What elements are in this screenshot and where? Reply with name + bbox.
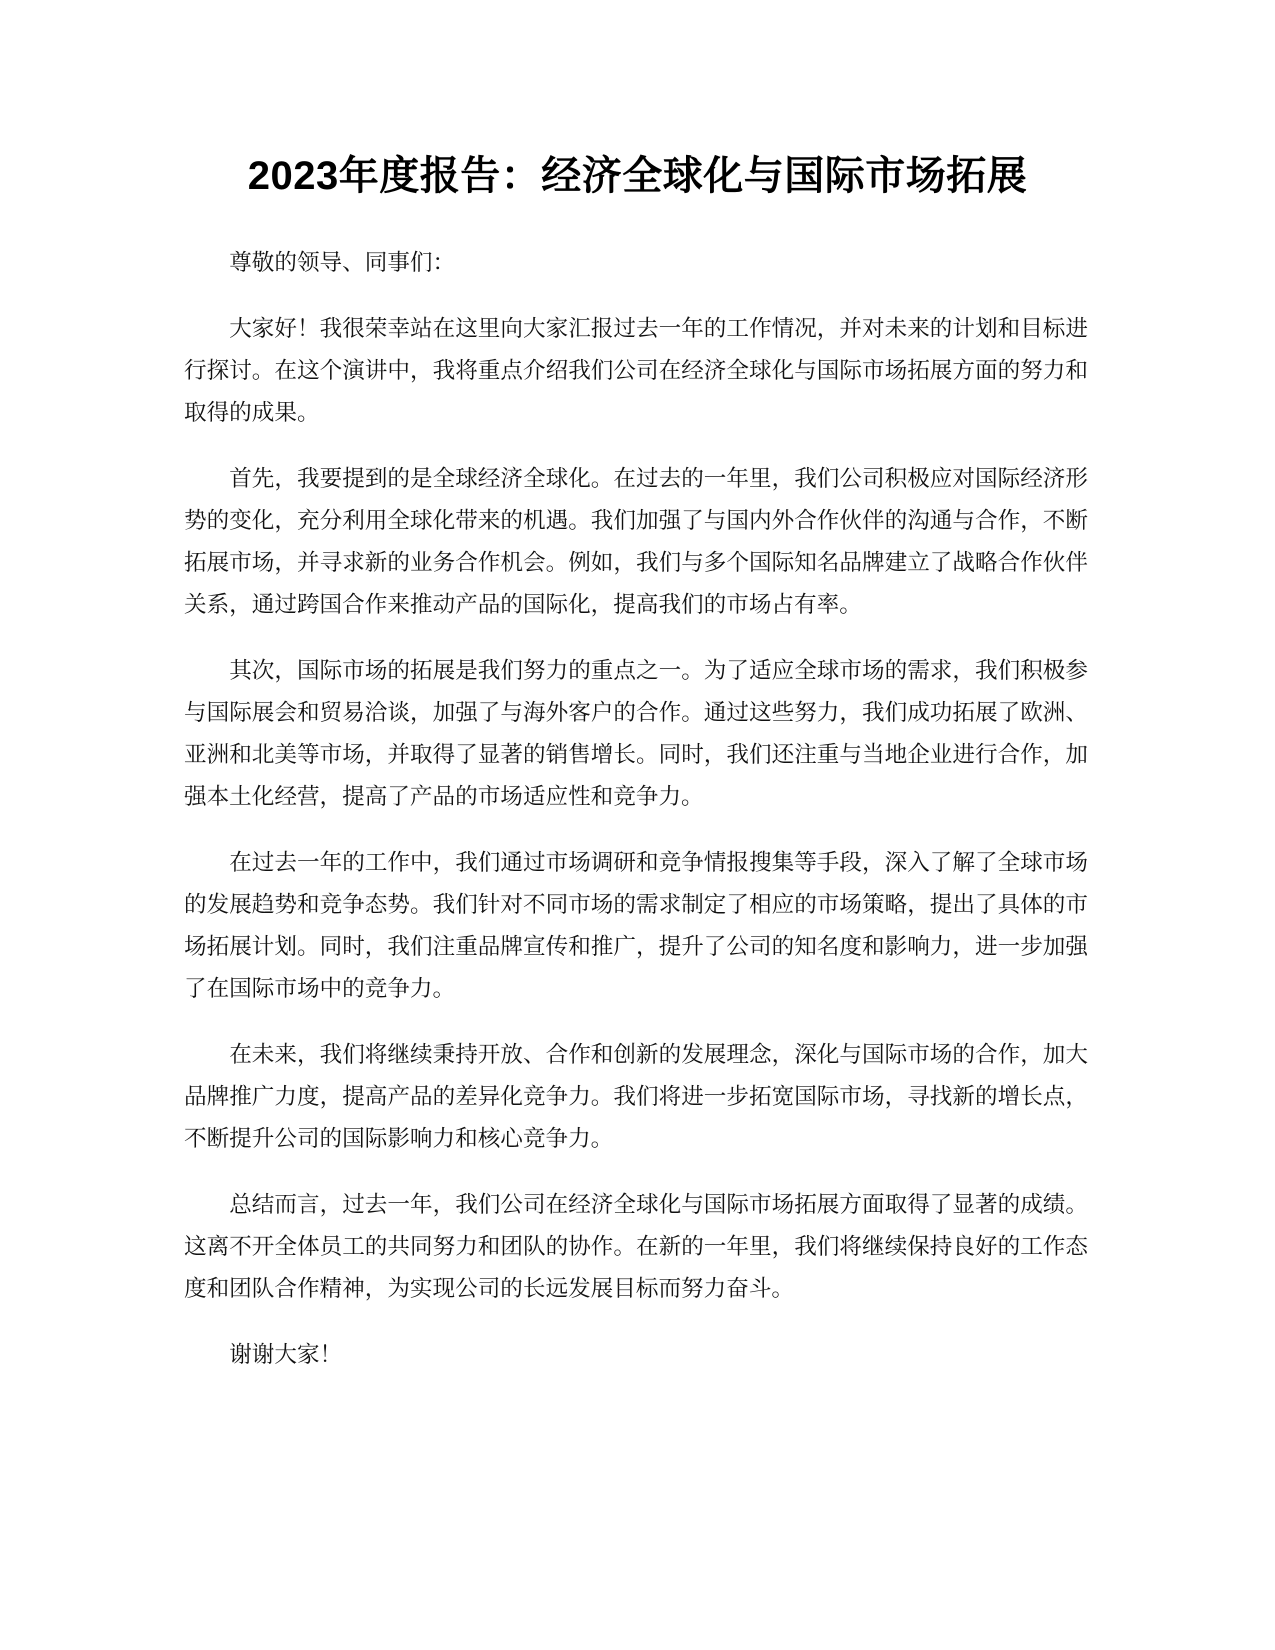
salutation: 尊敬的领导、同事们：: [229, 250, 456, 276]
paragraph-market-expansion: 其次，国际市场的拓展是我们努力的重点之一。为了适应全球市场的需求，我们积极参与国际展会和贸易洽谈，加强了与海外客户的合作。通过这些努力，我们成功拓展了欧洲、亚洲和北美等市场，并取得了显著的销售增长。同时，我们还注重与当地企业进行合作，加强本土化经营，提高了产品的市场适应性和竞争力。: [184, 658, 1088, 810]
document-title: 2023年度报告：经济全球化与国际市场拓展: [247, 154, 1028, 198]
paragraph-future-plans: 在未来，我们将继续秉持开放、合作和创新的发展理念，深化与国际市场的合作，加大品牌推广力度，提高产品的差异化竞争力。我们将进一步拓宽国际市场，寻找新的增长点，不断提升公司的国际影响力和核心竞争力。: [184, 1042, 1088, 1152]
closing: 谢谢大家！: [229, 1342, 343, 1368]
paragraph-market-research: 在过去一年的工作中，我们通过市场调研和竞争情报搜集等手段，深入了解了全球市场的发展趋势和竞争态势。我们针对不同市场的需求制定了相应的市场策略，提出了具体的市场拓展计划。同时，我们注重品牌宣传和推广，提升了公司的知名度和影响力，进一步加强了在国际市场中的竞争力。: [184, 850, 1088, 1002]
paragraph-summary: 总结而言，过去一年，我们公司在经济全球化与国际市场拓展方面取得了显著的成绩。这离不开全体员工的共同努力和团队的协作。在新的一年里，我们将继续保持良好的工作态度和团队合作精神，为实现公司的长远发展目标而努力奋斗。: [184, 1192, 1088, 1302]
document-body: [184, 242, 1088, 1400]
paragraph-greeting: 大家好！我很荣幸站在这里向大家汇报过去一年的工作情况，并对未来的计划和目标进行探讨。在这个演讲中，我将重点介绍我们公司在经济全球化与国际市场拓展方面的努力和取得的成果。: [184, 316, 1088, 426]
paragraph-globalization: 首先，我要提到的是全球经济全球化。在过去的一年里，我们公司积极应对国际经济形势的变化，充分利用全球化带来的机遇。我们加强了与国内外合作伙伴的沟通与合作，不断拓展市场，并寻求新的业务合作机会。例如，我们与多个国际知名品牌建立了战略合作伙伴关系，通过跨国合作来推动产品的国际化，提高我们的市场占有率。: [184, 466, 1088, 618]
